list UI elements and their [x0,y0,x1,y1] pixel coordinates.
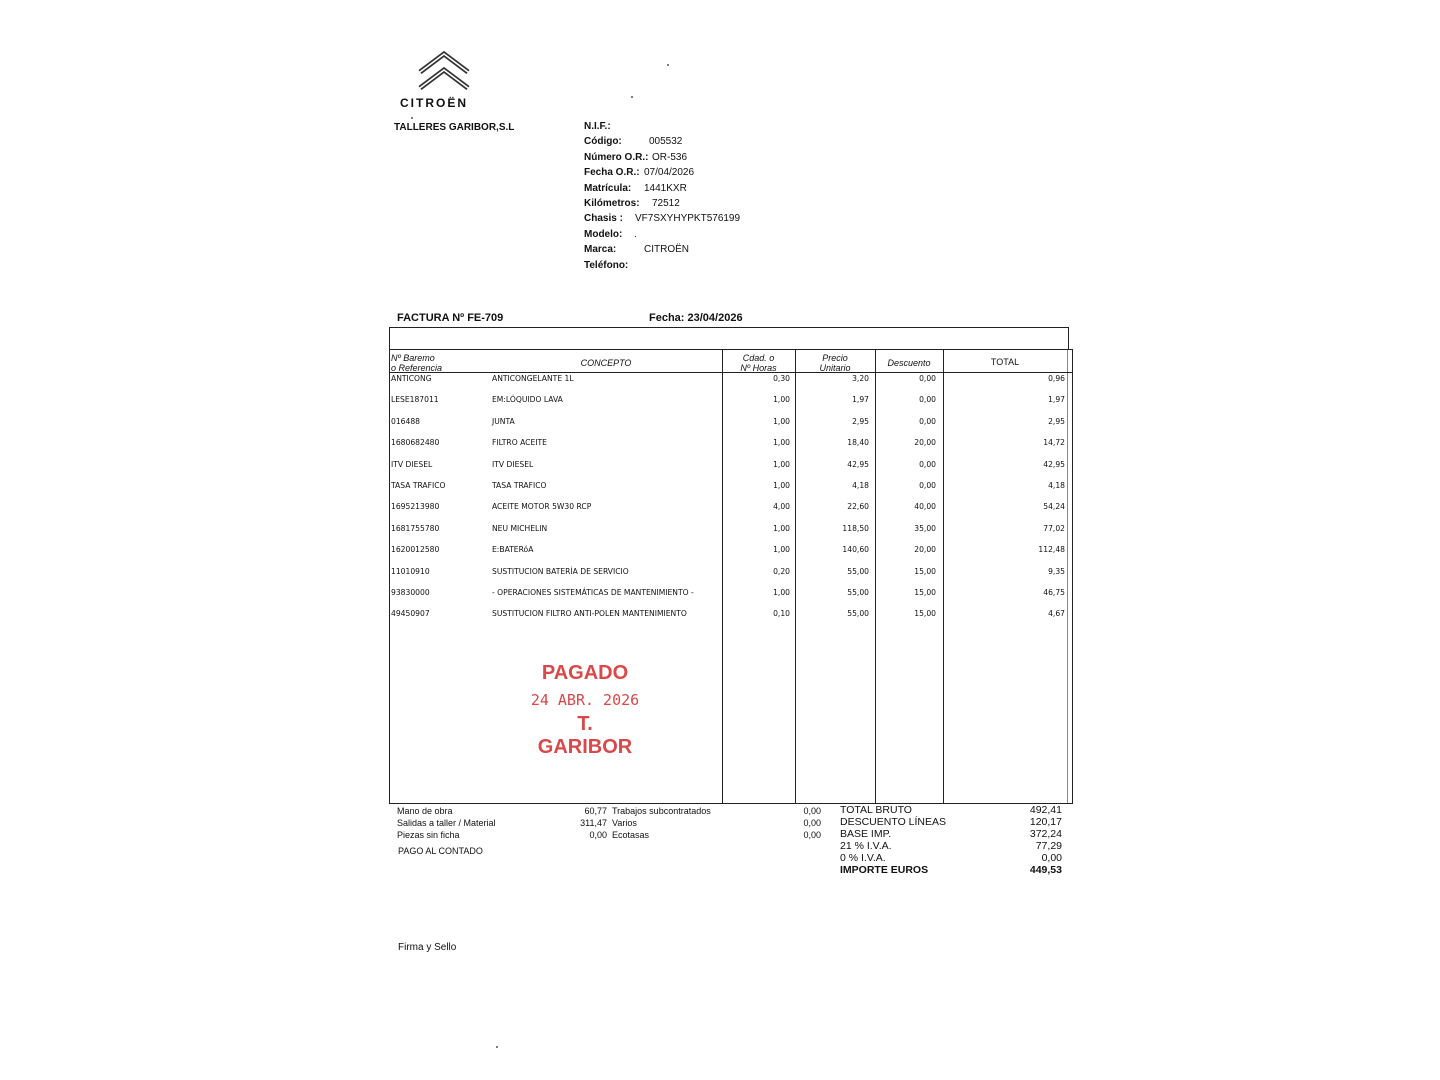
stamp-date: 24 ABR. 2026 [530,691,640,709]
row-concept: SUSTITUCION BATERÍA DE SERVICIO [492,566,629,576]
row-total: 77,02 [1043,523,1065,533]
grand-total-label: IMPORTE EUROS [840,864,929,876]
row-unit-price: 140,60 [842,545,869,555]
summary-middle-values [780,805,821,841]
stamp-issuer: T. GARIBOR [537,713,633,758]
row-concept: JUNTA [492,416,515,426]
table-row [390,588,1072,602]
table-row [390,417,1072,431]
total-value: 372,24 [1029,828,1062,840]
row-quantity: 1,00 [773,395,790,405]
summary-value: 0,00 [803,818,821,828]
table-row [390,524,1072,538]
summary-middle-labels [612,805,711,841]
info-row-numero-or [584,150,688,165]
info-label: Chasis : [584,213,623,225]
info-row-marca [584,242,689,257]
row-concept: SUSTITUCION FILTRO ANTI-POLEN MANTENIMIENTO [492,609,687,619]
stamp-paid-text: PAGADO [541,662,629,684]
total-label: TOTAL BRUTO [840,804,912,816]
info-label: Modelo: [584,228,623,240]
row-reference: 016488 [391,416,420,426]
row-concept: E:BATERóA [492,545,534,555]
row-unit-price: 1,97 [852,395,869,405]
row-discount: 0,00 [919,395,936,405]
info-row-chasis [584,211,741,226]
info-row-codigo [584,134,683,149]
row-reference: 11010910 [391,566,430,576]
row-concept: EM:LÓQUIDO LAVA [492,395,563,405]
total-value: 120,17 [1029,816,1062,828]
summary-label: Ecotasas [612,830,650,840]
row-reference: LESE187011 [391,395,439,405]
row-total: 54,24 [1043,502,1065,512]
info-label: Matrícula: [584,182,632,194]
info-value: 1441KXR [644,182,687,194]
summary-label: Salidas a taller / Material [397,818,496,828]
row-unit-price: 18,40 [847,438,869,448]
brand-logo-text: CITROËN [400,96,468,110]
info-row-kilometros [584,196,680,211]
row-discount: 40,00 [914,502,936,512]
row-reference: 1680682480 [391,438,440,448]
invoice-date: Fecha: 23/04/2026 [649,312,743,324]
summary-value: 0,00 [589,830,607,840]
info-row-fecha-or [584,165,695,180]
info-label: Teléfono: [584,259,629,271]
header-price [795,353,875,373]
row-unit-price: 3,20 [852,374,869,383]
header-concept: CONCEPTO [580,358,632,368]
table-row [390,567,1072,581]
summary-left-labels [397,805,496,841]
table-row [390,502,1072,516]
row-total: 14,72 [1043,438,1065,448]
scan-speck [667,64,669,66]
row-reference: 1681755780 [391,523,440,533]
summary-label: Varios [612,818,637,828]
row-unit-price: 55,00 [847,609,869,619]
row-total: 4,18 [1048,481,1065,490]
total-value: 492,41 [1029,804,1062,816]
info-row-nif [584,119,648,134]
row-reference: TASA TRAFICO [391,481,446,490]
info-value: VF7SXYHYPKT576199 [635,213,741,225]
scan-speck [631,96,633,98]
row-quantity: 1,00 [773,459,790,469]
row-unit-price: 55,00 [847,566,869,576]
row-unit-price: 22,60 [847,502,869,512]
summary-value: 311,47 [580,818,607,828]
totals-values [1000,804,1062,876]
info-label: N.I.F.: [584,121,611,132]
total-value: 0,00 [1041,852,1062,864]
row-reference: 1620012580 [391,545,440,555]
row-total: 1,97 [1048,395,1065,405]
row-unit-price: 2,95 [852,416,869,426]
table-row [390,460,1072,474]
header-total: TOTAL [990,357,1020,367]
summary-label: Trabajos subcontratados [612,806,711,816]
table-row [390,481,1072,495]
row-reference: ITV DIESEL [391,459,433,469]
row-unit-price: 4,18 [852,481,869,490]
row-quantity: 1,00 [773,416,790,426]
summary-left-values [557,805,607,841]
info-value: 72512 [652,197,680,209]
row-total: 2,95 [1048,416,1065,426]
row-discount: 0,00 [919,374,936,383]
info-label: Fecha O.R.: [584,167,640,179]
items-table [389,349,1073,804]
row-concept: ANTICONGELANTE 1L [492,374,574,383]
table-row [390,374,1072,388]
table-top-box [389,327,1069,350]
table-row [390,438,1072,452]
row-quantity: 1,00 [773,588,790,597]
row-unit-price: 55,00 [847,588,869,597]
row-total: 9,35 [1048,566,1065,576]
header-ref [391,353,442,373]
header-price-line2: Unitario [819,363,851,373]
header-qty-line2: Nº Horas [740,363,777,373]
info-label: Kilómetros: [584,197,640,209]
info-label: Marca: [584,244,617,256]
row-concept: ITV DIESEL [492,459,534,469]
total-value: 77,29 [1035,840,1062,852]
vehicle-info [584,119,741,273]
row-concept: - OPERACIONES SISTEMÁTICAS DE MANTENIMIENTO - [492,588,694,597]
table-row [390,609,1072,623]
row-reference: ANTICONG [391,374,432,383]
row-total: 4,67 [1048,609,1065,619]
row-discount: 35,00 [914,523,936,533]
invoice-number: FACTURA Nº FE-709 [397,312,504,324]
info-row-modelo [584,227,648,242]
header-price-line1: Precio [822,353,848,363]
table-row [390,395,1072,409]
row-discount: 0,00 [919,459,936,469]
row-discount: 15,00 [914,609,936,619]
row-reference: 1695213980 [391,502,440,512]
scan-speck [411,117,413,119]
row-unit-price: 118,50 [842,523,869,533]
info-value: 005532 [649,136,683,148]
info-label: Número O.R.: [584,151,649,163]
row-total: 46,75 [1043,588,1065,597]
row-quantity: 1,00 [773,545,790,555]
row-quantity: 1,00 [773,523,790,533]
row-total: 112,48 [1038,545,1065,555]
row-quantity: 1,00 [773,438,790,448]
row-concept: ACEITE MOTOR 5W30 RCP [492,502,592,512]
header-qty [722,353,795,373]
total-label: DESCUENTO LÍNEAS [840,816,946,828]
totals-labels [840,804,946,876]
total-label: 21 % I.V.A. [840,840,892,852]
header-ref-line2: o Referencia [391,363,443,373]
row-concept: NEU MICHELIN [492,523,548,533]
row-discount: 20,00 [914,438,936,448]
row-quantity: 1,00 [773,481,790,490]
row-reference: 93830000 [391,588,430,597]
info-value: CITROËN [644,244,689,256]
scan-speck [496,1046,498,1048]
row-discount: 15,00 [914,588,936,597]
summary-value: 0,00 [803,806,821,816]
info-value: OR-536 [652,151,688,163]
row-quantity: 4,00 [773,502,790,512]
total-label: 0 % I.V.A. [840,852,886,864]
signature-label: Firma y Sello [398,942,457,953]
row-total: 0,96 [1048,374,1065,383]
info-value: 07/04/2026 [644,167,695,179]
summary-label: Piezas sin ficha [397,830,460,840]
header-qty-line1: Cdad. o [742,353,775,363]
header-ref-line1: Nº Baremo [391,353,435,363]
info-row-telefono [584,258,648,273]
row-discount: 0,00 [919,481,936,490]
row-quantity: 0,30 [773,374,790,383]
info-label: Código: [584,136,622,148]
paid-stamp [530,662,640,759]
payment-method: PAGO AL CONTADO [398,846,483,856]
row-quantity: 0,10 [773,609,790,619]
total-label: BASE IMP. [840,828,892,840]
row-concept: TASA TRAFICO [492,481,547,490]
row-reference: 49450907 [391,609,430,619]
row-quantity: 0,20 [773,566,790,576]
grand-total-value: 449,53 [1029,864,1062,876]
info-value: . [634,228,637,240]
row-unit-price: 42,95 [847,459,869,469]
company-name: TALLERES GARIBOR,S.L [394,122,515,133]
summary-value: 60,77 [584,806,607,816]
info-row-matricula [584,181,687,196]
header-discount: Descuento [887,358,931,368]
summary-label: Mano de obra [397,806,453,816]
table-row [390,545,1072,559]
row-concept: FILTRO ACEITE [492,438,547,448]
row-discount: 15,00 [914,566,936,576]
row-discount: 0,00 [919,416,936,426]
row-discount: 20,00 [914,545,936,555]
summary-value: 0,00 [803,830,821,840]
row-total: 42,95 [1043,459,1065,469]
